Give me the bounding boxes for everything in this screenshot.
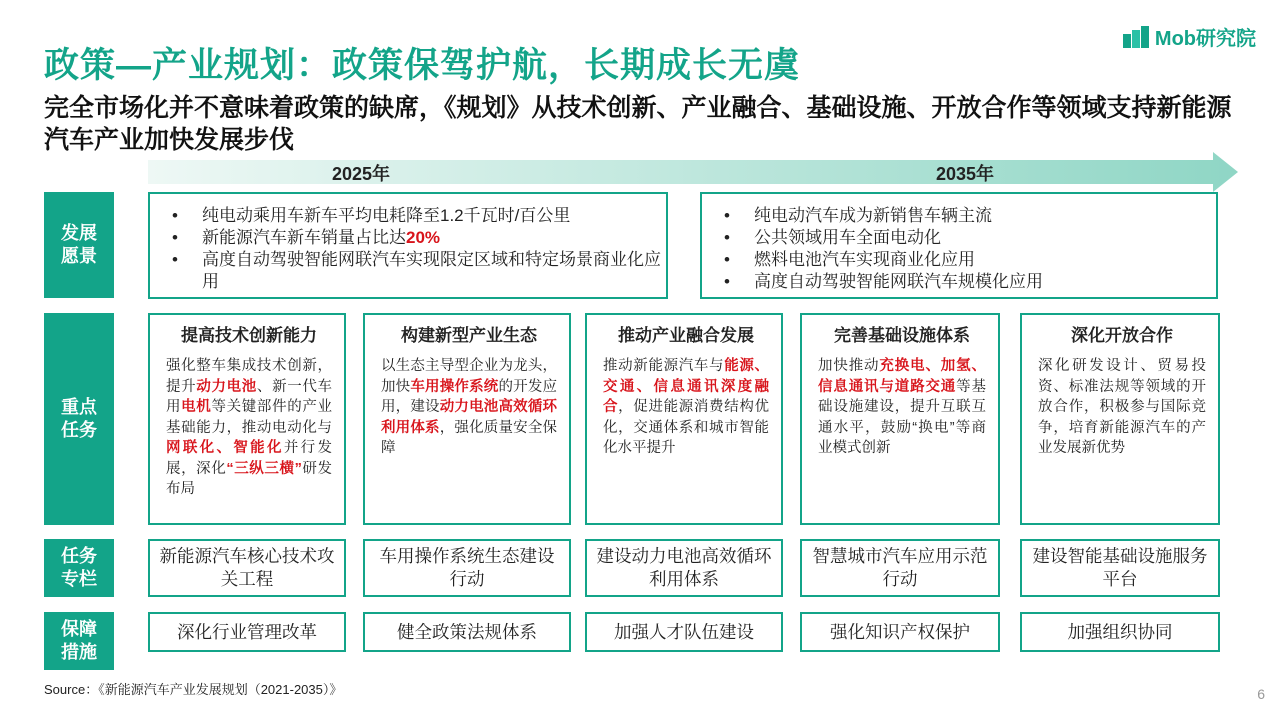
row-label-measures	[44, 612, 114, 670]
page-number: 6	[1257, 686, 1265, 702]
task-card	[148, 313, 346, 525]
task-title: 构建新型产业生态	[401, 326, 537, 345]
body-text: 深化研发设计、贸易投资、标准法规等领域的开放合作，积极参与国际竞争，培育新能源汽车的产业发展新优势	[1038, 358, 1206, 456]
logo-text: Mob研究院	[1154, 28, 1256, 50]
highlight-text: 20%	[406, 228, 441, 247]
highlight-text: 电机	[181, 399, 212, 415]
body-text: 以生态主导型企业为龙头，加快	[381, 358, 557, 395]
row-label-tasks	[44, 313, 114, 525]
logo-icon	[1123, 26, 1151, 48]
task-card	[585, 313, 783, 525]
body-text: 纯电动汽车成为新销售车辆主流	[754, 206, 992, 225]
timeline-arrow	[148, 152, 1238, 192]
task-title: 提高技术创新能力	[181, 326, 317, 345]
project-box: 车用操作系统生态建设行动	[363, 539, 571, 597]
measure-box: 强化知识产权保护	[800, 612, 1000, 652]
row-label-line: 专栏	[61, 569, 97, 589]
highlight-text: 车用操作系统	[410, 378, 499, 395]
row-label-line: 保障	[61, 619, 97, 639]
body-text: 的开发应用，建设	[381, 378, 558, 415]
row-label-vision	[44, 192, 114, 298]
body-text: 新能源汽车新车销量占比达	[202, 228, 406, 247]
vision-item	[150, 227, 666, 249]
row-label-line: 任务	[61, 420, 97, 440]
body-text: 高度自动驾驶智能网联汽车实现限定区域和特定场景商业化应用	[202, 250, 661, 291]
project-box: 建设智能基础设施服务平台	[1020, 539, 1220, 597]
highlight-text: 网联化、智能化	[166, 440, 284, 456]
project-box: 新能源汽车核心技术攻关工程	[148, 539, 346, 597]
body-text: 研发布局	[166, 460, 333, 497]
task-body	[381, 356, 557, 459]
row-label-line: 发展	[61, 223, 97, 243]
body-text: 加快推动	[818, 358, 880, 374]
body-text: 、新一代车用	[166, 378, 333, 415]
task-title: 深化开放合作	[1071, 326, 1173, 345]
task-card	[1020, 313, 1220, 525]
highlight-text: 能源、交通、信息通讯深度融合	[603, 358, 770, 415]
body-text: 纯电动乘用车新车平均电耗降至1.2千瓦时/百公里	[202, 206, 571, 225]
highlight-text: 动力电池	[196, 378, 257, 395]
project-box: 建设动力电池高效循环利用体系	[585, 539, 783, 597]
vision-item	[150, 249, 666, 293]
highlight-text: 动力电池高效循环利用体系	[381, 399, 558, 436]
vision-item	[702, 205, 1216, 227]
measure-box: 健全政策法规体系	[363, 612, 571, 652]
row-label-projects	[44, 539, 114, 597]
body-text: 推动新能源汽车与	[603, 358, 725, 374]
vision-2035-box	[700, 192, 1218, 299]
body-text: 并行发展，深化	[166, 440, 333, 477]
vision-item	[702, 249, 1216, 271]
measure-box: 加强人才队伍建设	[585, 612, 783, 652]
row-label-line: 重点	[61, 397, 97, 417]
vision-2025-box	[148, 192, 668, 299]
measure-box: 加强组织协同	[1020, 612, 1220, 652]
year-2035: 2035年	[936, 164, 995, 184]
row-label-line: 措施	[61, 642, 97, 662]
vision-item	[150, 205, 666, 227]
task-title: 推动产业融合发展	[618, 326, 754, 345]
body-text: 等基础设施建设，提升互联互通水平，鼓励“换电”等商业模式创新	[818, 378, 987, 456]
page-subtitle: 完全市场化并不意味着政策的缺席，《规划》从技术创新、产业融合、基础设施、开放合作等领域支持新能源汽车产业加快发展步伐	[44, 94, 1232, 154]
vision-item	[702, 271, 1216, 293]
page-title: 政策—产业规划：政策保驾护航，长期成长无虞	[44, 46, 801, 85]
vision-item	[702, 227, 1216, 249]
source-note: Source：《新能源汽车产业发展规划（2021-2035）》	[44, 682, 343, 697]
vision-2035-list	[702, 205, 1216, 293]
task-body	[818, 356, 986, 459]
vision-2025-list	[150, 205, 666, 293]
row-label-line: 愿景	[61, 246, 97, 266]
project-box: 智慧城市汽车应用示范行动	[800, 539, 1000, 597]
task-body	[1038, 356, 1206, 459]
task-card	[800, 313, 1000, 525]
highlight-text: “三纵三横”	[226, 460, 302, 477]
body-text: ，促进能源消费结构优化，交通体系和城市智能化水平提升	[603, 399, 770, 456]
year-2025: 2025年	[332, 164, 391, 184]
body-text: 高度自动驾驶智能网联汽车规模化应用	[754, 272, 1043, 291]
task-body	[603, 356, 769, 459]
measure-box: 深化行业管理改革	[148, 612, 346, 652]
body-text: 等关键部件的产业基础能力，推动电动化与	[166, 399, 333, 436]
body-text: 公共领域用车全面电动化	[754, 228, 941, 247]
task-title: 完善基础设施体系	[834, 326, 970, 345]
row-label-line: 任务	[61, 546, 97, 566]
brand-logo	[1123, 22, 1256, 51]
body-text: ，强化质量安全保障	[381, 419, 558, 456]
task-card	[363, 313, 571, 525]
body-text: 燃料电池汽车实现商业化应用	[754, 250, 975, 269]
task-body	[166, 356, 332, 500]
highlight-text: 充换电、加氢、信息通讯与道路交通	[818, 358, 987, 395]
body-text: 强化整车集成技术创新，提升	[166, 358, 332, 395]
